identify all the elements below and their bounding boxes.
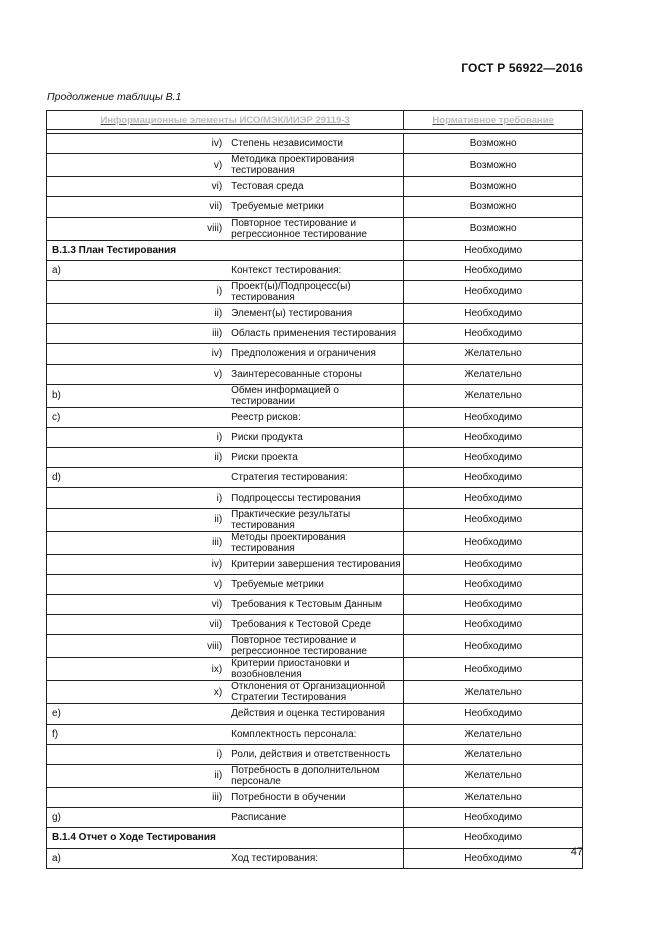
row-requirement: Необходимо — [404, 508, 583, 531]
row-requirement: Необходимо — [404, 280, 583, 303]
row-requirement: Необходимо — [404, 448, 583, 468]
row-text: Методы проектирования тестирования — [225, 531, 404, 554]
row-number: f) — [47, 724, 226, 744]
row-number: vi) — [47, 595, 226, 615]
row-text: Требуемые метрики — [225, 197, 404, 217]
row-requirement: Необходимо — [404, 595, 583, 615]
row-number: vii) — [47, 615, 226, 635]
row-text: Расписание — [225, 808, 404, 828]
table-row — [47, 217, 583, 240]
row-requirement: Необходимо — [404, 260, 583, 280]
row-requirement: Необходимо — [404, 658, 583, 681]
row-number: iv) — [47, 344, 226, 364]
row-number: ix) — [47, 658, 226, 681]
row-number: d) — [47, 468, 226, 488]
row-requirement: Желательно — [404, 724, 583, 744]
row-requirement: Необходимо — [404, 240, 583, 260]
table-row — [47, 177, 583, 197]
table-row — [47, 724, 583, 744]
row-number: b) — [47, 384, 226, 407]
row-number: i) — [47, 280, 226, 303]
row-number: v) — [47, 154, 226, 177]
requirements-table — [46, 110, 583, 869]
table-row — [47, 635, 583, 658]
row-text: Потребности в обучении — [225, 787, 404, 807]
row-requirement: Желательно — [404, 384, 583, 407]
table-row — [47, 764, 583, 787]
section-row — [47, 240, 583, 260]
row-number: ii) — [47, 508, 226, 531]
table-row — [47, 508, 583, 531]
table-row — [47, 468, 583, 488]
row-number: iv) — [47, 134, 226, 154]
row-requirement: Возможно — [404, 134, 583, 154]
row-text: Повторное тестирование и регрессионное тестирование — [225, 635, 404, 658]
row-number: ii) — [47, 764, 226, 787]
row-number: i) — [47, 427, 226, 447]
row-number: viii) — [47, 635, 226, 658]
row-number: viii) — [47, 217, 226, 240]
row-requirement: Необходимо — [404, 848, 583, 868]
row-number: iv) — [47, 554, 226, 574]
row-text: Элемент(ы) тестирования — [225, 303, 404, 323]
table-row — [47, 554, 583, 574]
row-requirement: Желательно — [404, 744, 583, 764]
row-text: Методика проектирования тестирования — [225, 154, 404, 177]
row-text: Ход тестирования: — [225, 848, 404, 868]
row-text: Отклонения от Организационной Стратегии Тестирования — [225, 681, 404, 704]
table-row — [47, 848, 583, 868]
row-number: a) — [47, 848, 226, 868]
row-number: a) — [47, 260, 226, 280]
row-requirement: Возможно — [404, 217, 583, 240]
row-number: iii) — [47, 324, 226, 344]
row-requirement: Необходимо — [404, 427, 583, 447]
row-text: Требования к Тестовым Данным — [225, 595, 404, 615]
row-text: Действия и оценка тестирования — [225, 704, 404, 724]
row-number: iii) — [47, 787, 226, 807]
table-row — [47, 574, 583, 594]
row-number: v) — [47, 364, 226, 384]
row-text: Риски продукта — [225, 427, 404, 447]
table-row — [47, 488, 583, 508]
row-text: Требования к Тестовой Среде — [225, 615, 404, 635]
row-text: Стратегия тестирования: — [225, 468, 404, 488]
row-requirement: Необходимо — [404, 488, 583, 508]
row-requirement: Желательно — [404, 764, 583, 787]
row-number: iii) — [47, 531, 226, 554]
table-row — [47, 595, 583, 615]
row-text: Заинтересованные стороны — [225, 364, 404, 384]
table-row — [47, 681, 583, 704]
row-text: Потребность в дополнительном персонале — [225, 764, 404, 787]
row-number: vi) — [47, 177, 226, 197]
table-row — [47, 364, 583, 384]
row-requirement: Желательно — [404, 344, 583, 364]
row-text: Проект(ы)/Подпроцесс(ы) тестирования — [225, 280, 404, 303]
table-row — [47, 427, 583, 447]
row-requirement: Необходимо — [404, 615, 583, 635]
table-row — [47, 448, 583, 468]
row-requirement: Желательно — [404, 681, 583, 704]
row-requirement: Необходимо — [404, 303, 583, 323]
table-header-row — [47, 111, 583, 130]
row-text: Подпроцессы тестирования — [225, 488, 404, 508]
table-row — [47, 260, 583, 280]
row-requirement: Необходимо — [404, 574, 583, 594]
column-header-requirement: Нормативное требование — [404, 111, 583, 130]
row-requirement: Необходимо — [404, 635, 583, 658]
row-requirement: Необходимо — [404, 531, 583, 554]
row-number: v) — [47, 574, 226, 594]
row-text: Обмен информацией о тестировании — [225, 384, 404, 407]
row-text: Комплектность персонала: — [225, 724, 404, 744]
table-row — [47, 658, 583, 681]
section-title: В.1.4 Отчет о Ходе Тестирования — [47, 828, 404, 848]
row-number: g) — [47, 808, 226, 828]
section-title: В.1.3 План Тестирования — [47, 240, 404, 260]
row-text: Предположения и ограничения — [225, 344, 404, 364]
table-row — [47, 704, 583, 724]
document-code: ГОСТ Р 56922—2016 — [461, 61, 583, 75]
row-text: Реестр рисков: — [225, 407, 404, 427]
table-row — [47, 154, 583, 177]
row-requirement: Необходимо — [404, 324, 583, 344]
row-requirement: Необходимо — [404, 554, 583, 574]
section-row — [47, 828, 583, 848]
row-requirement: Необходимо — [404, 828, 583, 848]
row-text: Требуемые метрики — [225, 574, 404, 594]
row-requirement: Необходимо — [404, 704, 583, 724]
table-row — [47, 808, 583, 828]
row-text: Критерии завершения тестирования — [225, 554, 404, 574]
row-number: c) — [47, 407, 226, 427]
row-text: Критерии приостановки и возобновления — [225, 658, 404, 681]
row-requirement: Желательно — [404, 787, 583, 807]
row-requirement: Необходимо — [404, 808, 583, 828]
row-number: i) — [47, 488, 226, 508]
row-requirement: Возможно — [404, 154, 583, 177]
table-caption: Продолжение таблицы В.1 — [47, 91, 182, 103]
table-row — [47, 344, 583, 364]
table-row — [47, 744, 583, 764]
row-text: Роли, действия и ответственность — [225, 744, 404, 764]
row-text: Область применения тестирования — [225, 324, 404, 344]
row-number: vii) — [47, 197, 226, 217]
row-text: Степень независимости — [225, 134, 404, 154]
table-row — [47, 134, 583, 154]
table-row — [47, 531, 583, 554]
table-row — [47, 615, 583, 635]
row-number: ii) — [47, 448, 226, 468]
row-requirement: Необходимо — [404, 468, 583, 488]
column-header-elements: Информационные элементы ИСО/МЭК/ИИЭР 29119-3 — [47, 111, 404, 130]
table-row — [47, 384, 583, 407]
page-number: 47 — [570, 846, 583, 858]
row-text: Контекст тестирования: — [225, 260, 404, 280]
table-row — [47, 324, 583, 344]
row-number: i) — [47, 744, 226, 764]
row-requirement: Возможно — [404, 177, 583, 197]
row-number: e) — [47, 704, 226, 724]
row-requirement: Желательно — [404, 364, 583, 384]
row-requirement: Возможно — [404, 197, 583, 217]
row-text: Тестовая среда — [225, 177, 404, 197]
table-row — [47, 280, 583, 303]
table-row — [47, 787, 583, 807]
table-row — [47, 303, 583, 323]
table-row — [47, 197, 583, 217]
row-number: x) — [47, 681, 226, 704]
row-text: Риски проекта — [225, 448, 404, 468]
row-text: Повторное тестирование и регрессионное тестирование — [225, 217, 404, 240]
row-number: ii) — [47, 303, 226, 323]
table-row — [47, 407, 583, 427]
row-requirement: Необходимо — [404, 407, 583, 427]
row-text: Практические результаты тестирования — [225, 508, 404, 531]
